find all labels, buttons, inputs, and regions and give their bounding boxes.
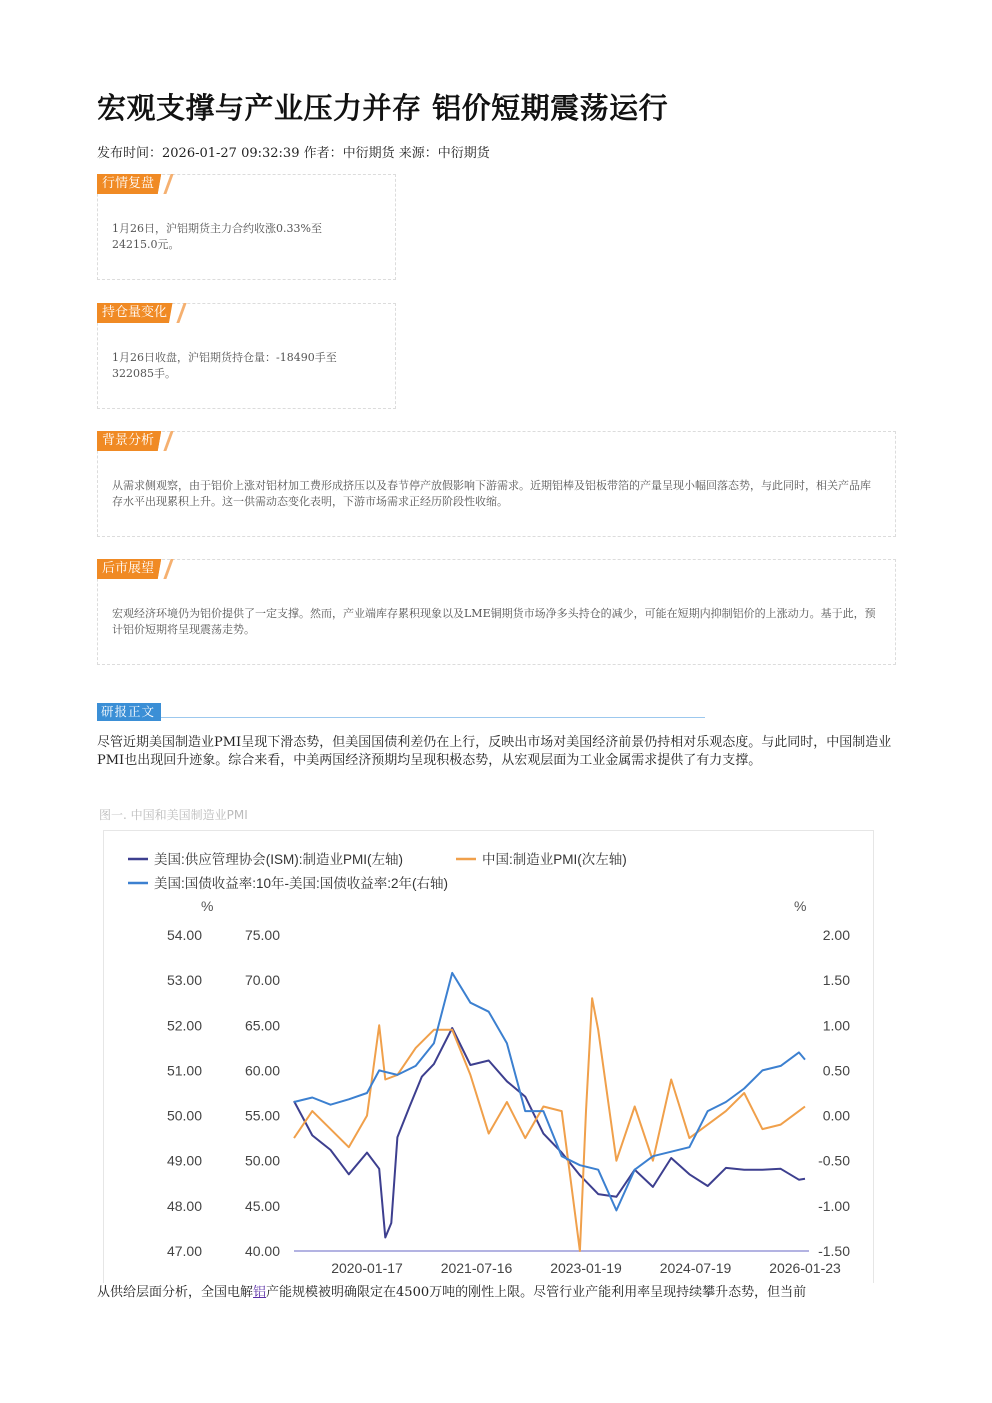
- spread-tick: 1.50: [822, 972, 850, 989]
- market-review-text: 1月26日，沪铝期货主力合约收涨0.33%至24215.0元。: [112, 222, 322, 251]
- paragraph-2-end: 产能规模被明确限定在4500万吨的刚性上限。尽管行业产能利用率呈现持续攀升态势，但当前: [266, 1285, 807, 1300]
- outlook-tag: 后市展望: [97, 559, 168, 579]
- figure-caption: 图一. 中国和美国制造业PMI: [99, 808, 248, 822]
- spread-tick: 2.00: [822, 927, 850, 943]
- spread-tick: -1.00: [818, 1197, 850, 1214]
- us-ism-tick: 70.00: [244, 972, 280, 989]
- legend-label: 美国:国债收益率:10年-美国:国债收益率:2年(右轴): [154, 876, 449, 891]
- market-review-tag: 行情复盘: [97, 174, 168, 194]
- market-review-box: [97, 174, 396, 280]
- paragraph-2-start: 从供给层面分析，全国电解: [97, 1285, 254, 1300]
- china-pmi-tick: 51.00: [166, 1062, 202, 1079]
- outlook-text: 宏观经济环境仍为铝价提供了一定支撑。然而，产业端库存累积现象以及LME铜期货市场净多头持仓的减少，可能在短期内抑制铝价的上涨动力。基于此，预计铝价短期将呈现震荡走势。: [112, 607, 876, 636]
- right-axis-unit: %: [794, 898, 807, 914]
- china-pmi-tick: 48.00: [166, 1197, 202, 1214]
- us-ism-tick: 45.00: [244, 1197, 280, 1214]
- x-tick-label: 2026-01-23: [769, 1260, 841, 1276]
- china-pmi-tick: 47.00: [166, 1243, 202, 1259]
- pmi-chart-svg: [104, 831, 873, 1283]
- report-paragraph-2: [97, 1284, 892, 1302]
- x-tick-label: 2020-01-17: [331, 1260, 403, 1276]
- article-title: 宏观支撑与产业压力并存 铝价短期震荡运行: [97, 91, 669, 125]
- china-pmi-tick: 53.00: [166, 972, 202, 989]
- china-pmi-tick: 52.00: [166, 1017, 202, 1034]
- spread-tick: -0.50: [818, 1152, 850, 1169]
- article-meta: 发布时间：2026-01-27 09:32:39 作者：中衍期货 来源：中衍期货: [97, 146, 490, 161]
- legend-label: 美国:供应管理协会(ISM):制造业PMI(左轴): [154, 852, 403, 867]
- spread-tick: -1.50: [818, 1243, 850, 1259]
- position-change-text: 1月26日收盘，沪铝期货持仓量：-18490手至322085手。: [112, 351, 337, 380]
- china-pmi-tick: 50.00: [166, 1107, 202, 1124]
- position-change-box: [97, 303, 396, 409]
- x-tick-label: 2024-07-19: [659, 1260, 732, 1276]
- us-ism-tick: 65.00: [244, 1017, 280, 1034]
- outlook-box: [97, 559, 896, 665]
- background-text: 从需求侧观察，由于铝价上涨对铝材加工费形成挤压以及春节停产放假影响下游需求。近期铝棒及铝板带箔的产量呈现小幅回落态势，与此同时，相关产品库存水平出现累积上升。这一供需动态变化表明，下游市场需求正经历阶段性收缩。: [112, 479, 871, 508]
- legend-label: 中国:制造业PMI(次左轴): [482, 852, 627, 867]
- us-ism-tick: 50.00: [244, 1152, 280, 1169]
- us-ism-pmi-line: [294, 1028, 805, 1238]
- china-pmi-tick: 54.00: [166, 927, 202, 943]
- x-tick-label: 2021-07-16: [440, 1260, 513, 1276]
- section-divider: [97, 717, 705, 718]
- left-axis-unit: %: [201, 898, 214, 914]
- us-ism-tick: 40.00: [244, 1243, 280, 1259]
- position-change-tag: 持仓量变化: [97, 303, 181, 323]
- background-box: [97, 431, 896, 537]
- report-paragraph-1: 尽管近期美国制造业PMI呈现下滑态势，但美国国债利差仍在上行，反映出市场对美国经济前景仍持相对乐观态度。与此同时，中国制造业PMI也出现回升迹象。综合来看，中美两国经济预期均呈现积极态势，从宏观层面为工业金属需求提供了有力支撑。: [97, 735, 892, 768]
- spread-tick: 1.00: [822, 1017, 850, 1034]
- us-ism-tick: 60.00: [244, 1062, 280, 1079]
- us-ism-tick: 75.00: [244, 927, 280, 943]
- report-section-tag: 研报正文: [97, 703, 161, 721]
- pmi-chart: [103, 830, 874, 1283]
- china-pmi-tick: 49.00: [166, 1152, 202, 1169]
- spread-tick: 0.50: [822, 1062, 850, 1079]
- us-ism-tick: 55.00: [244, 1107, 280, 1124]
- spread-tick: 0.00: [822, 1107, 850, 1124]
- background-tag: 背景分析: [97, 431, 168, 451]
- aluminum-link[interactable]: 铝: [253, 1285, 267, 1300]
- x-tick-label: 2023-01-19: [550, 1260, 622, 1276]
